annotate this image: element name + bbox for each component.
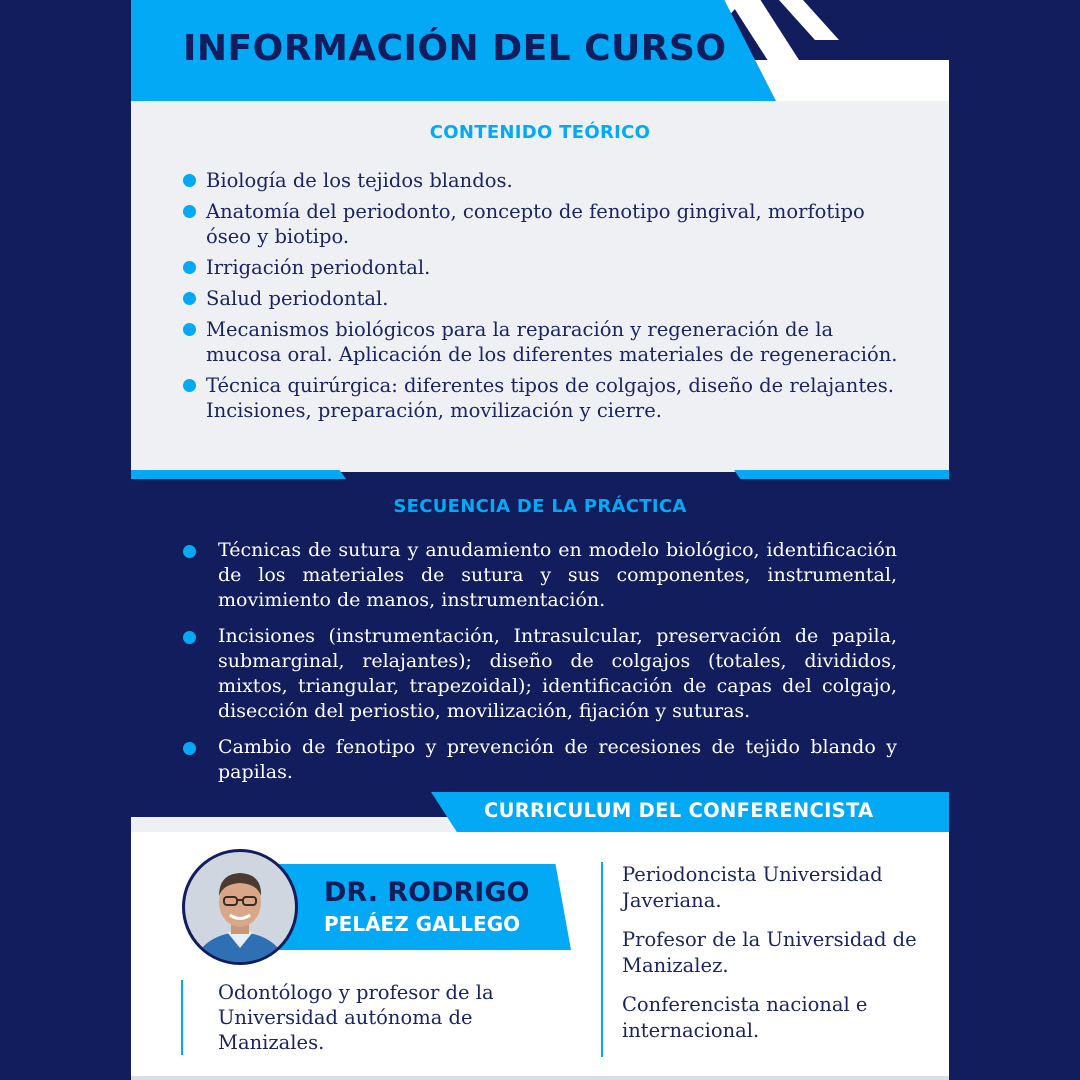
speaker-detail-item: Conferencista nacional e internacional. bbox=[622, 993, 868, 1042]
page-title: INFORMACIÓN DEL CURSO bbox=[183, 28, 727, 69]
section-divider bbox=[131, 470, 346, 479]
list-item: Incisiones (instrumentación, Intrasulcular, preservación de papila, submarginal, relajantes); diseño de colgajos (totales, divididos, mixtos, triangular, trapezoidal); identificación de capas del colgajo, disección del periostio, movilización, fijación y suturas. bbox=[183, 624, 897, 724]
bullet-dot-icon bbox=[183, 205, 196, 218]
avatar bbox=[182, 849, 298, 965]
list-item: Salud periodontal. bbox=[183, 286, 913, 311]
list-item: Técnica quirúrgica: diferentes tipos de colgajos, diseño de relajantes. Incisiones, preparación, movilización y cierre. bbox=[183, 373, 913, 423]
bullet-dot-icon bbox=[183, 631, 196, 644]
speaker-details bbox=[601, 862, 932, 1057]
list-item: Biología de los tejidos blandos. bbox=[183, 168, 913, 193]
practice-list bbox=[183, 538, 897, 796]
theory-section-title: CONTENIDO TEÓRICO bbox=[429, 122, 651, 143]
speaker-summary: Odontólogo y profesor de la Universidad autónoma de Manizales. bbox=[181, 980, 538, 1055]
section-divider bbox=[734, 470, 949, 479]
list-item: Irrigación periodontal. bbox=[183, 255, 913, 280]
bullet-dot-icon bbox=[183, 261, 196, 274]
speaker-first-name: DR. RODRIGO bbox=[324, 877, 530, 908]
course-info-card bbox=[131, 0, 949, 1080]
practice-section-title: SECUENCIA DE LA PRÁCTICA bbox=[393, 496, 687, 517]
list-item: Cambio de fenotipo y prevención de recesiones de tejido blando y papilas. bbox=[183, 735, 897, 785]
bullet-dot-icon bbox=[183, 174, 196, 187]
bottom-divider bbox=[131, 1076, 949, 1080]
speaker-detail-item: Periodoncista Universidad Javeriana. bbox=[622, 863, 883, 912]
bullet-dot-icon bbox=[183, 292, 196, 305]
list-item: Técnicas de sutura y anudamiento en modelo biológico, identificación de los materiales de sutura y sus componentes, instrumental, movimiento de manos, instrumentación. bbox=[183, 538, 897, 613]
list-item: Anatomía del periodonto, concepto de fenotipo gingival, morfotipo óseo y biotipo. bbox=[183, 199, 913, 249]
list-item: Mecanismos biológicos para la reparación y regeneración de la mucosa oral. Aplicación de los diferentes materiales de regeneración. bbox=[183, 317, 913, 367]
theory-list bbox=[183, 168, 913, 429]
speaker-portrait-icon bbox=[185, 852, 295, 962]
curriculum-section-title: CURRICULUM DEL CONFERENCISTA bbox=[484, 799, 874, 822]
bullet-dot-icon bbox=[183, 742, 196, 755]
bullet-dot-icon bbox=[183, 379, 196, 392]
bullet-dot-icon bbox=[183, 545, 196, 558]
speaker-detail-item: Profesor de la Universidad de Manizalez. bbox=[622, 928, 917, 977]
speaker-last-name: PELÁEZ GALLEGO bbox=[324, 912, 521, 936]
bullet-dot-icon bbox=[183, 323, 196, 336]
